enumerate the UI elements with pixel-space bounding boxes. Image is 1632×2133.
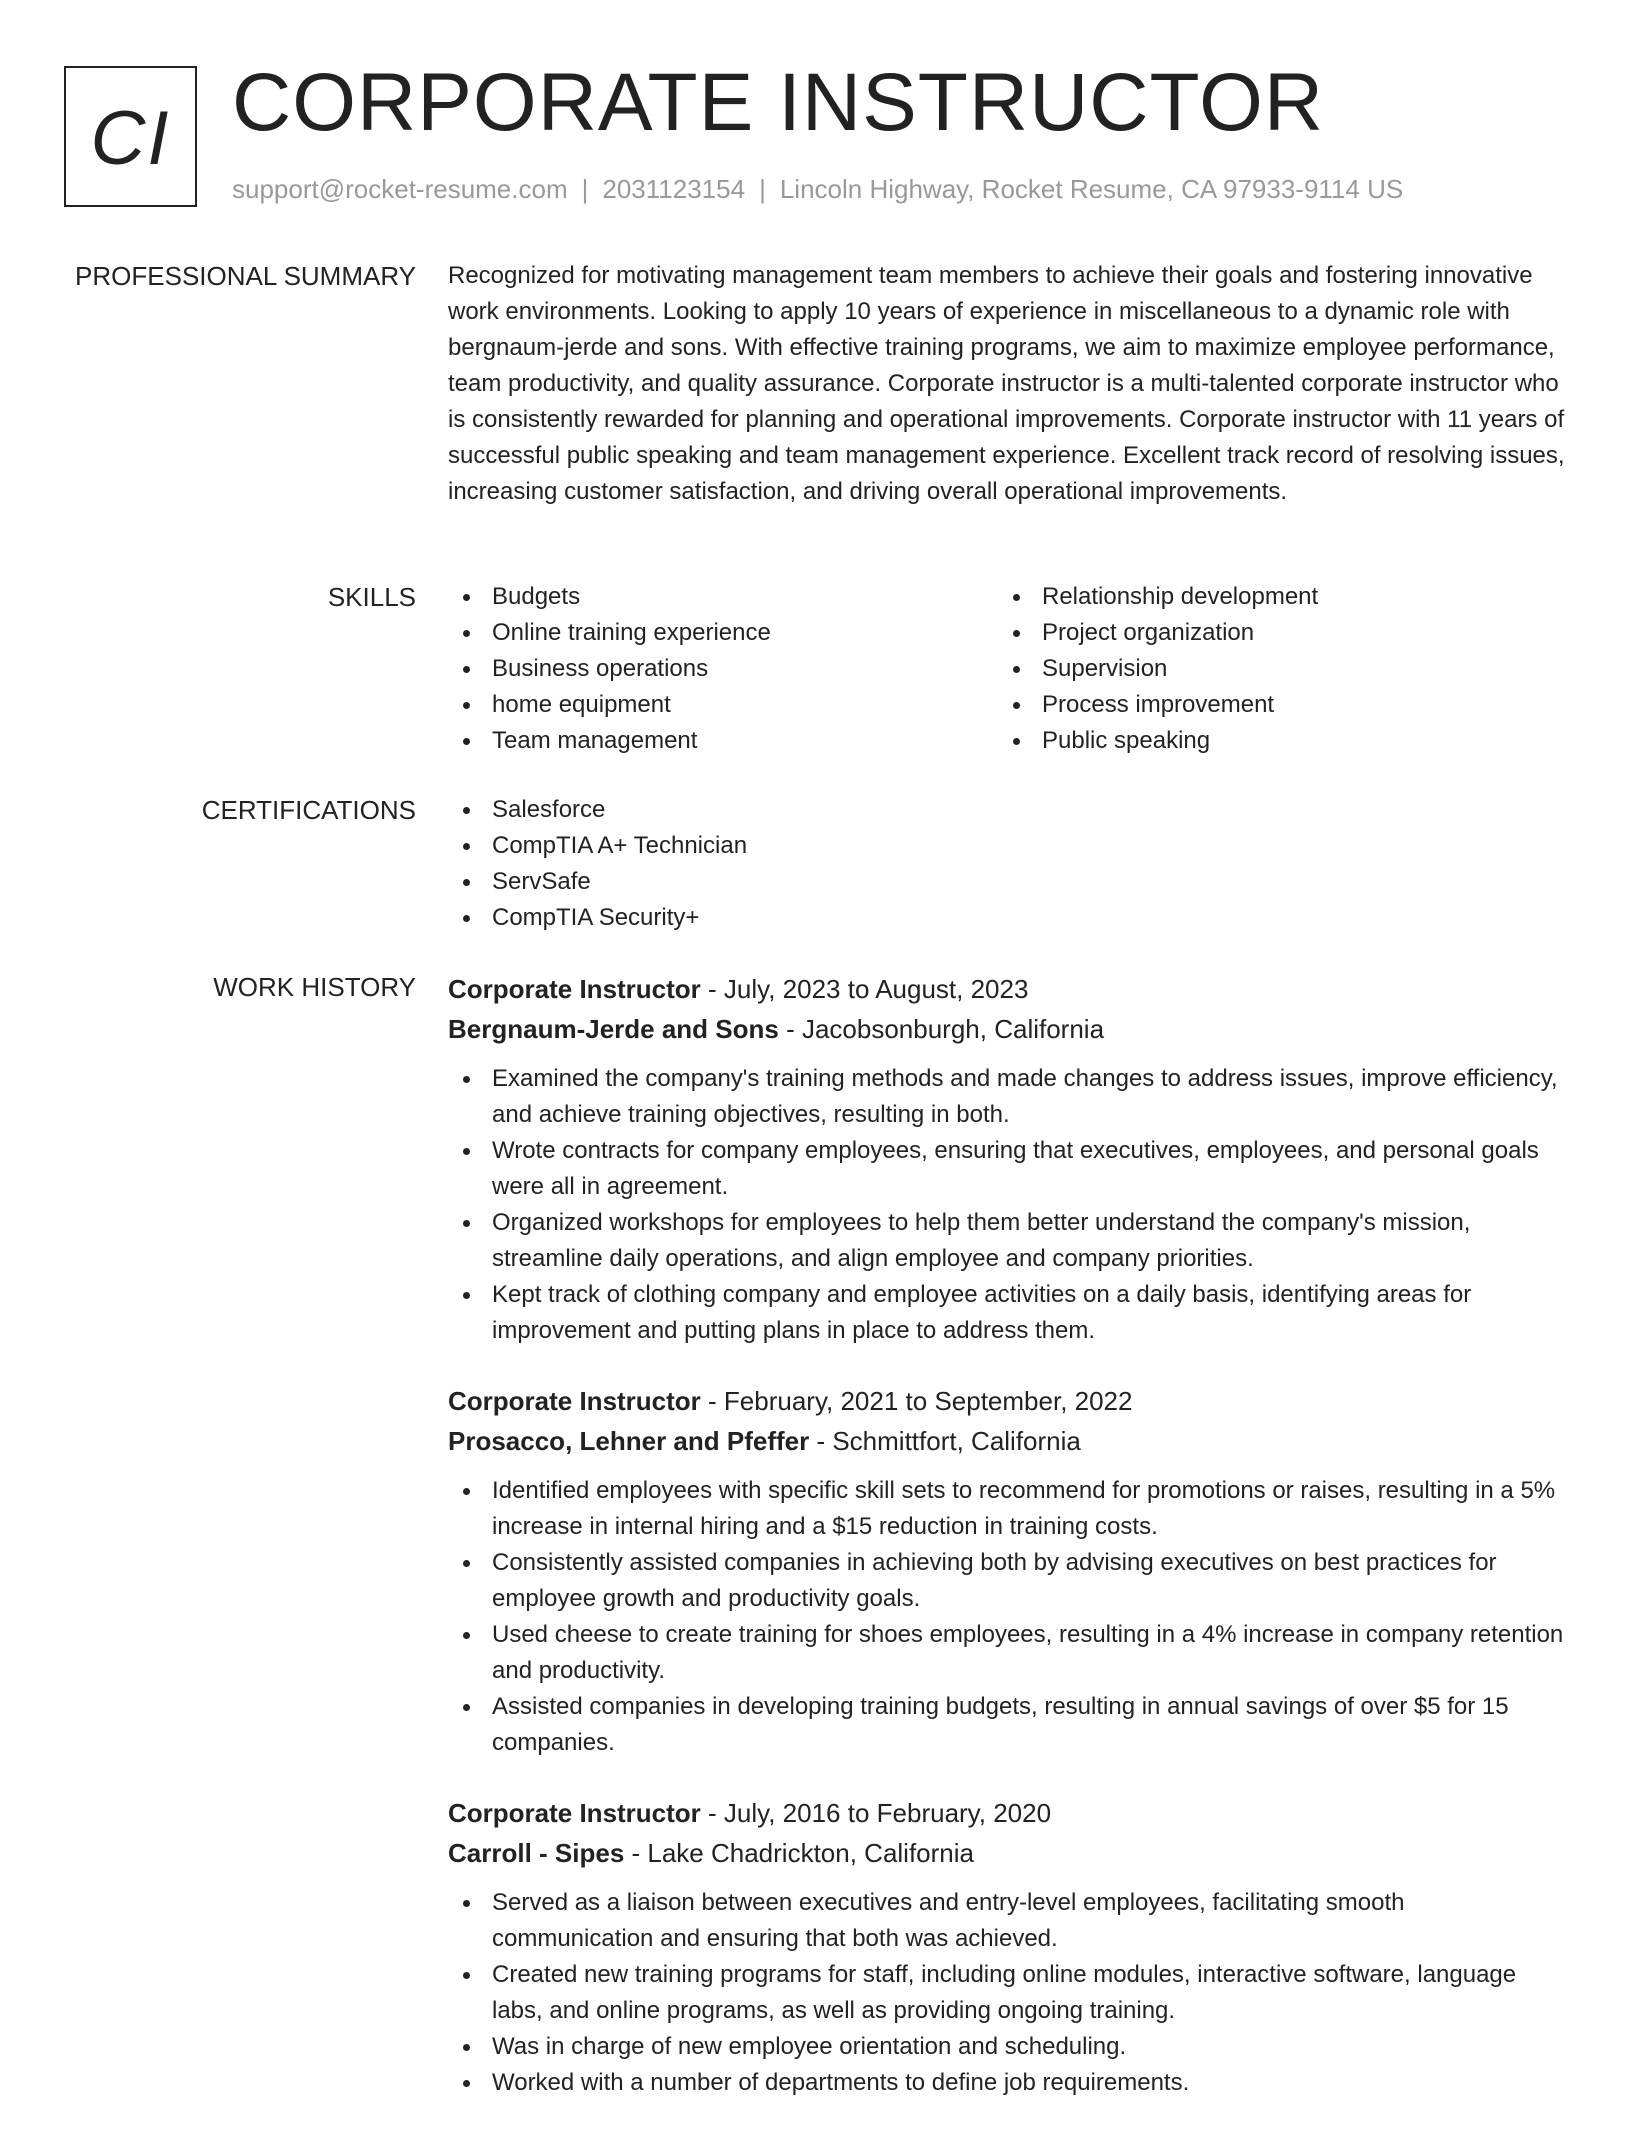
contact-phone[interactable]: 2031123154 [602, 174, 746, 204]
contact-email[interactable]: support@rocket-resume.com [232, 174, 568, 204]
skill-item: Online training experience [448, 615, 998, 651]
job-bullet: Organized workshops for employees to help them better understand the company's mission, streamline daily operations, and align employee and company priorities. [448, 1205, 1568, 1277]
section-label-summary: PROFESSIONAL SUMMARY [75, 261, 416, 291]
job-bullet: Worked with a number of departments to define job requirements. [448, 2065, 1568, 2101]
skill-item: Supervision [998, 651, 1548, 687]
job-location: - Schmittfort, California [809, 1426, 1081, 1456]
job-bullet-list [448, 1473, 1568, 1761]
job-location: - Jacobsonburgh, California [778, 1014, 1105, 1044]
job-bullet: Was in charge of new employee orientation and scheduling. [448, 2029, 1568, 2065]
contact-address: Lincoln Highway, Rocket Resume, CA 97933-9114 US [779, 174, 1404, 204]
job-title-line [448, 1381, 1568, 1421]
page-title: CORPORATE INSTRUCTOR [232, 57, 1325, 148]
summary-text: Recognized for motivating management team members to achieve their goals and fostering innovative work environments. Looking to apply 10 years of experience in miscellaneous to a dynamic role with bergnaum-jerde and sons. With effective training programs, we aim to maximize employee performance, team productivity, and quality assurance. Corporate instructor is a multi-talented corporate instructor who is consistently rewarded for planning and operational improvements. Corporate instructor with 11 years of successful public speaking and team management experience. Excellent track record of resolving issues, increasing customer satisfaction, and driving overall operational improvements. [448, 262, 1565, 505]
certification-item: ServSafe [448, 864, 1568, 900]
job-bullet: Kept track of clothing company and employee activities on a daily basis, identifying areas for improvement and putting plans in place to address them. [448, 1277, 1568, 1349]
job-bullet: Created new training programs for staff, including online modules, interactive software, language labs, and online programs, as well as providing ongoing training. [448, 1957, 1568, 2029]
skill-item: Public speaking [998, 723, 1548, 759]
job-entry [448, 1793, 1568, 2101]
skills-list-right [998, 579, 1548, 759]
job-company: Bergnaum-Jerde and Sons [448, 1014, 779, 1044]
skill-item: Business operations [448, 651, 998, 687]
section-label-skills: SKILLS [327, 582, 416, 612]
section-label-certifications: CERTIFICATIONS [201, 795, 416, 825]
job-company-line [448, 1009, 1568, 1049]
job-bullet: Consistently assisted companies in achieving both by advising executives on best practices for employee growth and productivity goals. [448, 1545, 1568, 1617]
job-bullet: Wrote contracts for company employees, ensuring that executives, employees, and personal goals were all in agreement. [448, 1133, 1568, 1205]
job-bullet-list [448, 1885, 1568, 2101]
job-entry [448, 969, 1568, 1349]
contact-separator: | [759, 174, 766, 204]
monogram-text: CI [90, 96, 171, 181]
skill-item: home equipment [448, 687, 998, 723]
job-title: Corporate Instructor [448, 1798, 701, 1828]
job-title-line [448, 1793, 1568, 1833]
certification-item: CompTIA A+ Technician [448, 828, 1568, 864]
monogram-box [64, 66, 197, 207]
skill-item: Process improvement [998, 687, 1548, 723]
certifications-list [448, 792, 1568, 936]
certification-item: CompTIA Security+ [448, 900, 1568, 936]
job-company-line [448, 1421, 1568, 1461]
job-bullet: Served as a liaison between executives and entry-level employees, facilitating smooth communication and ensuring that both was achieved. [448, 1885, 1568, 1957]
contact-line [232, 174, 1403, 205]
job-bullet: Used cheese to create training for shoes employees, resulting in a 4% increase in company retention and productivity. [448, 1617, 1568, 1689]
job-company-line [448, 1833, 1568, 1873]
job-bullet: Identified employees with specific skill sets to recommend for promotions or raises, resulting in a 5% increase in internal hiring and a $15 reduction in training costs. [448, 1473, 1568, 1545]
job-company: Carroll - Sipes [448, 1838, 625, 1868]
skill-item: Budgets [448, 579, 998, 615]
job-location: - Lake Chadrickton, California [624, 1838, 974, 1868]
job-title-line [448, 969, 1568, 1009]
job-company: Prosacco, Lehner and Pfeffer [448, 1426, 810, 1456]
job-dates: - February, 2021 to September, 2022 [700, 1386, 1133, 1416]
job-entry [448, 1381, 1568, 1761]
job-bullet-list [448, 1061, 1568, 1349]
section-label-work-history: WORK HISTORY [213, 972, 416, 1002]
job-dates: - July, 2016 to February, 2020 [700, 1798, 1052, 1828]
skill-item: Project organization [998, 615, 1548, 651]
job-title: Corporate Instructor [448, 974, 701, 1004]
job-bullet: Assisted companies in developing training budgets, resulting in annual savings of over $5 for 15 companies. [448, 1689, 1568, 1761]
job-bullet: Examined the company's training methods and made changes to address issues, improve efficiency, and achieve training objectives, resulting in both. [448, 1061, 1568, 1133]
certification-item: Salesforce [448, 792, 1568, 828]
job-title: Corporate Instructor [448, 1386, 701, 1416]
job-dates: - July, 2023 to August, 2023 [700, 974, 1029, 1004]
skills-list-left [448, 579, 998, 759]
skill-item: Team management [448, 723, 998, 759]
contact-separator: | [581, 174, 589, 204]
skill-item: Relationship development [998, 579, 1548, 615]
